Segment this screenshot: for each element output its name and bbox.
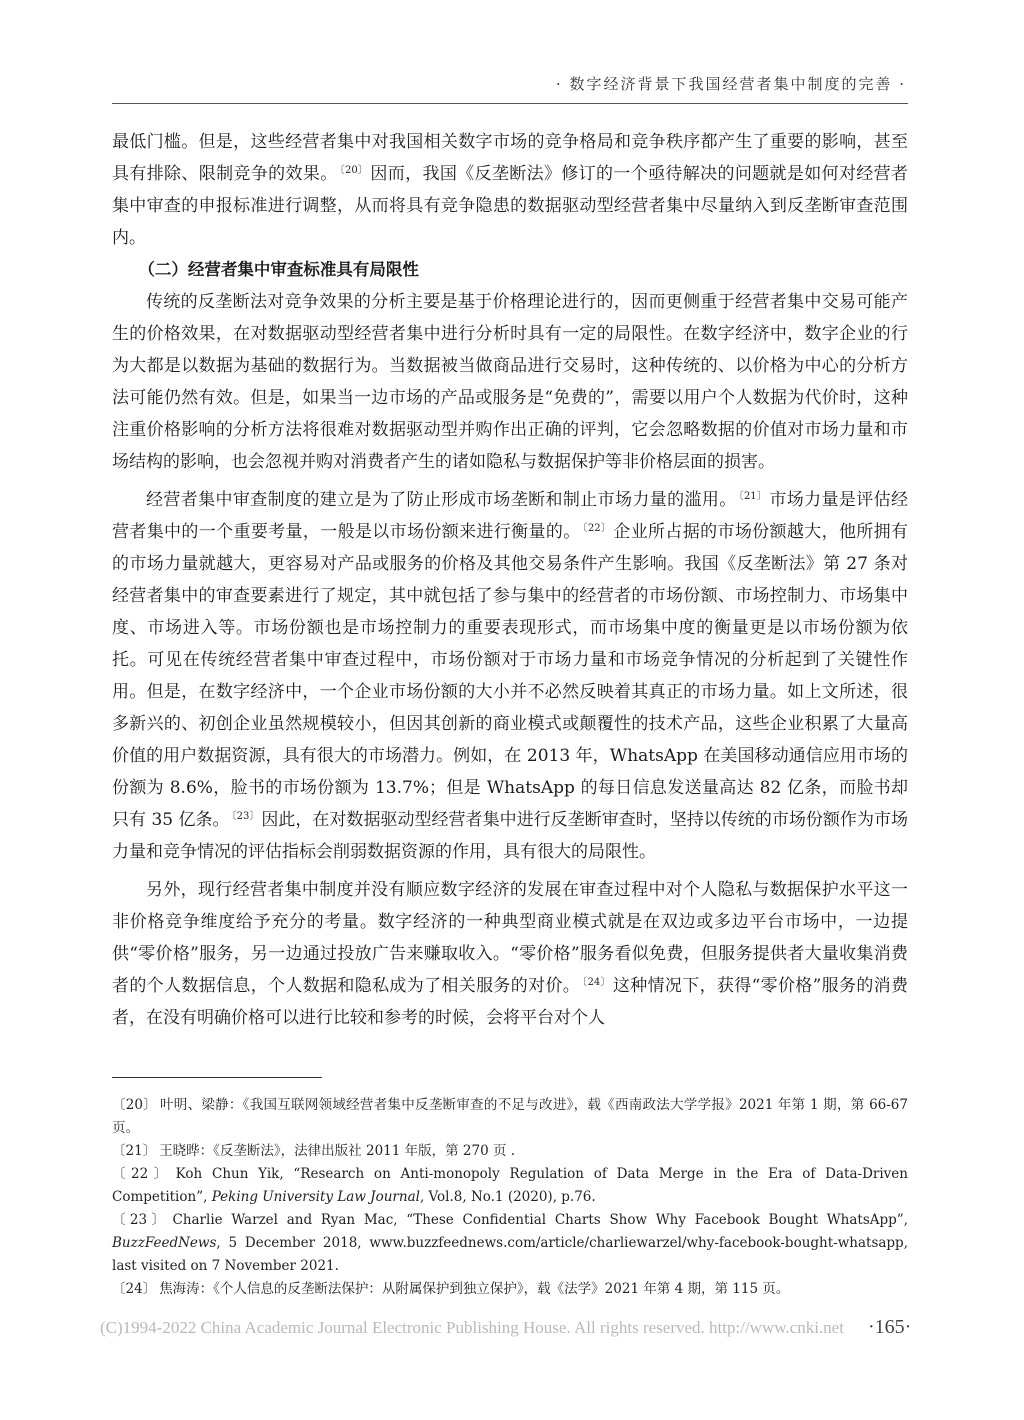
footnote-ref-20[interactable]: 〔20〕: [339, 165, 369, 176]
text-run: 最低门槛。但是，这些经营者集中对我国相关数字市场的竞争格局和竞争秩序都产生了重要的影响，甚至具有排除、限制竞争的效果。: [112, 132, 908, 184]
publication-title: BuzzFeedNews: [112, 1235, 217, 1251]
footnote-text: 叶明、梁静：《我国互联网领域经营者集中反垄断审查的不足与改进》，载《西南政法大学学报》2021 年第 1 期，第 66-67 页。: [112, 1097, 908, 1136]
text-run: 企业所占据的市场份额越大，他所拥有的市场力量就越大，更容易对产品或服务的价格及其他交易条件产生影响。我国《反垄断法》第 27 条对经营者集中的审查要素进行了规定，其中就包括了参与集中的经营者的市场份额、市场控制力、市场集中度、市场进入等。市场份额也是市场控制力的重要表现形式，而市场集中度的衡量更是以市场份额为依托。可见在传统经营者集中审查过程中，市场份额对于市场力量和市场竞争情况的分析起到了关键性作用。但是，在数字经济中，一个企业市场份额的大小并不必然反映着其真正的市场力量。如上文所述，很多新兴的、初创企业虽然规模较小，但因其创新的商业模式或颠覆性的技术产品，这些企业积累了大量高价值的用户数据资源，具有很大的市场潜力。例如，在 2013 年，WhatsApp 在美国移动通信应用市场的份额为 8.6%，脸书的市场份额为 13.7%；但是 WhatsApp 的每日信息发送量高达 82 亿条，而脸书却只有 35 亿条。: [112, 522, 909, 830]
text-run: 因此，在对数据驱动型经营者集中进行反垄断审查时，坚持以传统的市场份额作为市场力量和竞争情况的评估指标会削弱数据资源的作用，具有很大的局限性。: [112, 810, 908, 862]
text-run: 因而，我国《反垄断法》修订的一个亟待解决的问题就是如何对经营者集中审查的申报标准进行调整，从而将具有竞争隐患的数据驱动型经营者集中尽量纳入到反垄断审查范围内。: [112, 164, 909, 248]
paragraph: [112, 484, 908, 868]
footnote-text: Koh Chun Yik, “Research on Anti-monopoly Regulation of Data Merge in the Era of Data-Driven Competition”,: [112, 1166, 908, 1205]
footnote-id: 〔22〕: [112, 1166, 173, 1182]
text-run: 经营者集中审查制度的建立是为了防止形成市场垄断和制止市场力量的滥用。: [146, 490, 737, 510]
footnote-24: [112, 1278, 908, 1301]
footnote-id: 〔23〕: [112, 1212, 170, 1228]
paragraph: [112, 126, 908, 254]
page-number: ·165·: [868, 1316, 912, 1338]
footnote-text: 焦海涛：《个人信息的反垄断法保护：从附属保护到独立保护》，载《法学》2021 年第 4 期，第 115 页。: [159, 1281, 790, 1297]
footnotes: [112, 1094, 908, 1301]
footnote-text: 王晓晔：《反垄断法》，法律出版社 2011 年版，第 270 页 .: [159, 1143, 516, 1159]
footnote-text: , Vol.8, No.1 (2020), p.76.: [419, 1189, 596, 1205]
text-run: 另外，现行经营者集中制度并没有顺应数字经济的发展在审查过程中对个人隐私与数据保护水平这一非价格竞争维度给予充分的考量。数字经济的一种典型商业模式就是在双边或多边平台市场中，一边提供“零价格”服务，另一边通过投放广告来赚取收入。“零价格”服务看似免费，但服务提供者大量收集消费者的个人数据信息，个人数据和隐私成为了相关服务的对价。: [112, 880, 908, 996]
paragraph: 传统的反垄断法对竞争效果的分析主要是基于价格理论进行的，因而更侧重于经营者集中交易可能产生的价格效果，在对数据驱动型经营者集中进行分析时具有一定的局限性。在数字经济中，数字企业的行为大都是以数据为基础的数据行为。当数据被当做商品进行交易时，这种传统的、以价格为中心的分析方法可能仍然有效。但是，如果当一边市场的产品或服务是“免费的”，需要以用户个人数据为代价时，这种注重价格影响的分析方法将很难对数据驱动型并购作出正确的评判，它会忽略数据的价值对市场力量和市场结构的影响，也会忽视并购对消费者产生的诸如隐私与数据保护等非价格层面的损害。: [112, 292, 908, 472]
footnote-ref-24[interactable]: 〔24〕: [582, 977, 611, 988]
running-header: · 数字经济背景下我国经营者集中制度的完善 ·: [555, 75, 906, 93]
text-run: 这种情况下，获得“零价格”服务的消费者，在没有明确价格可以进行比较和参考的时候，会将平台对个人: [112, 976, 908, 1028]
footnote-id: 〔24〕: [112, 1281, 157, 1297]
footnote-id: 〔21〕: [112, 1143, 157, 1159]
section-heading: （二）经营者集中审查标准具有局限性: [138, 260, 419, 279]
text-run: 市场力量是评估经营者集中的一个重要考量，一般是以市场份额来进行衡量的。: [112, 490, 909, 542]
footnote-23: [112, 1209, 908, 1278]
journal-title: Peking University Law Journal: [211, 1189, 420, 1205]
paragraph: [112, 874, 908, 1034]
footnote-ref-21[interactable]: 〔21〕: [738, 491, 768, 502]
footnote-id: 〔20〕: [112, 1097, 158, 1113]
footnote-text: , 5 December 2018, www.buzzfeednews.com/article/charliewarzel/why-facebook-bought-whatsapp, last visited on 7 November 2021.: [112, 1235, 908, 1274]
article-body: [112, 126, 908, 1034]
footnote-ref-22[interactable]: 〔22〕: [582, 523, 612, 534]
header-rule: [112, 103, 908, 104]
footnote-text: Charlie Warzel and Ryan Mac, “These Confidential Charts Show Why Facebook Bought WhatsApp”,: [172, 1212, 908, 1228]
footnote-22: [112, 1163, 908, 1209]
footnote-ref-23[interactable]: 〔23〕: [231, 811, 260, 822]
footnote-20: [112, 1094, 908, 1140]
footnote-21: [112, 1140, 908, 1163]
footnote-rule: [112, 1077, 322, 1078]
copyright-watermark: (C)1994-2022 China Academic Journal Electronic Publishing House. All rights reserved. http://www.cnki.net: [100, 1318, 844, 1337]
